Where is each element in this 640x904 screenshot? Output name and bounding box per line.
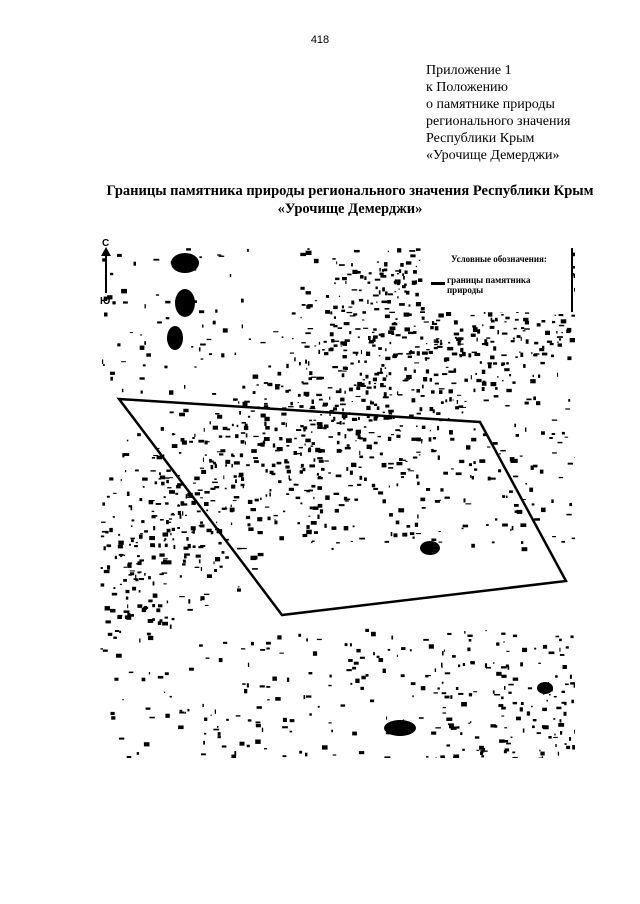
map-image [100,248,575,758]
title-line: Границы памятника природы регионального значения Республики Крым [106,183,594,199]
map-legend [425,248,573,312]
legend-line-swatch [431,282,445,285]
south-label: Ю [100,296,111,307]
legend-label-line: границы памятника [447,275,531,285]
arrow-icon [105,251,107,293]
appendix-line: Республики Крым [426,131,535,146]
satellite-map [100,248,575,758]
appendix-line: о памятнике природы [426,97,555,112]
title-line: «Урочище Демерджи» [277,201,423,217]
appendix-note [426,62,570,164]
appendix-line: регионального значения [426,114,571,129]
appendix-line: к Положению [426,80,509,95]
page-number: 418 [310,34,330,46]
document-title [60,182,640,218]
terrain-speckle [101,248,576,758]
legend-item-label [447,275,530,295]
boundary-polygon [119,399,566,615]
appendix-line: «Урочище Демерджи» [426,148,560,163]
north-arrow [100,238,114,308]
appendix-line: Приложение 1 [426,63,512,78]
north-label: С [102,238,110,249]
legend-title: Условные обозначения: [451,254,547,264]
legend-label-line: природы [447,285,484,295]
